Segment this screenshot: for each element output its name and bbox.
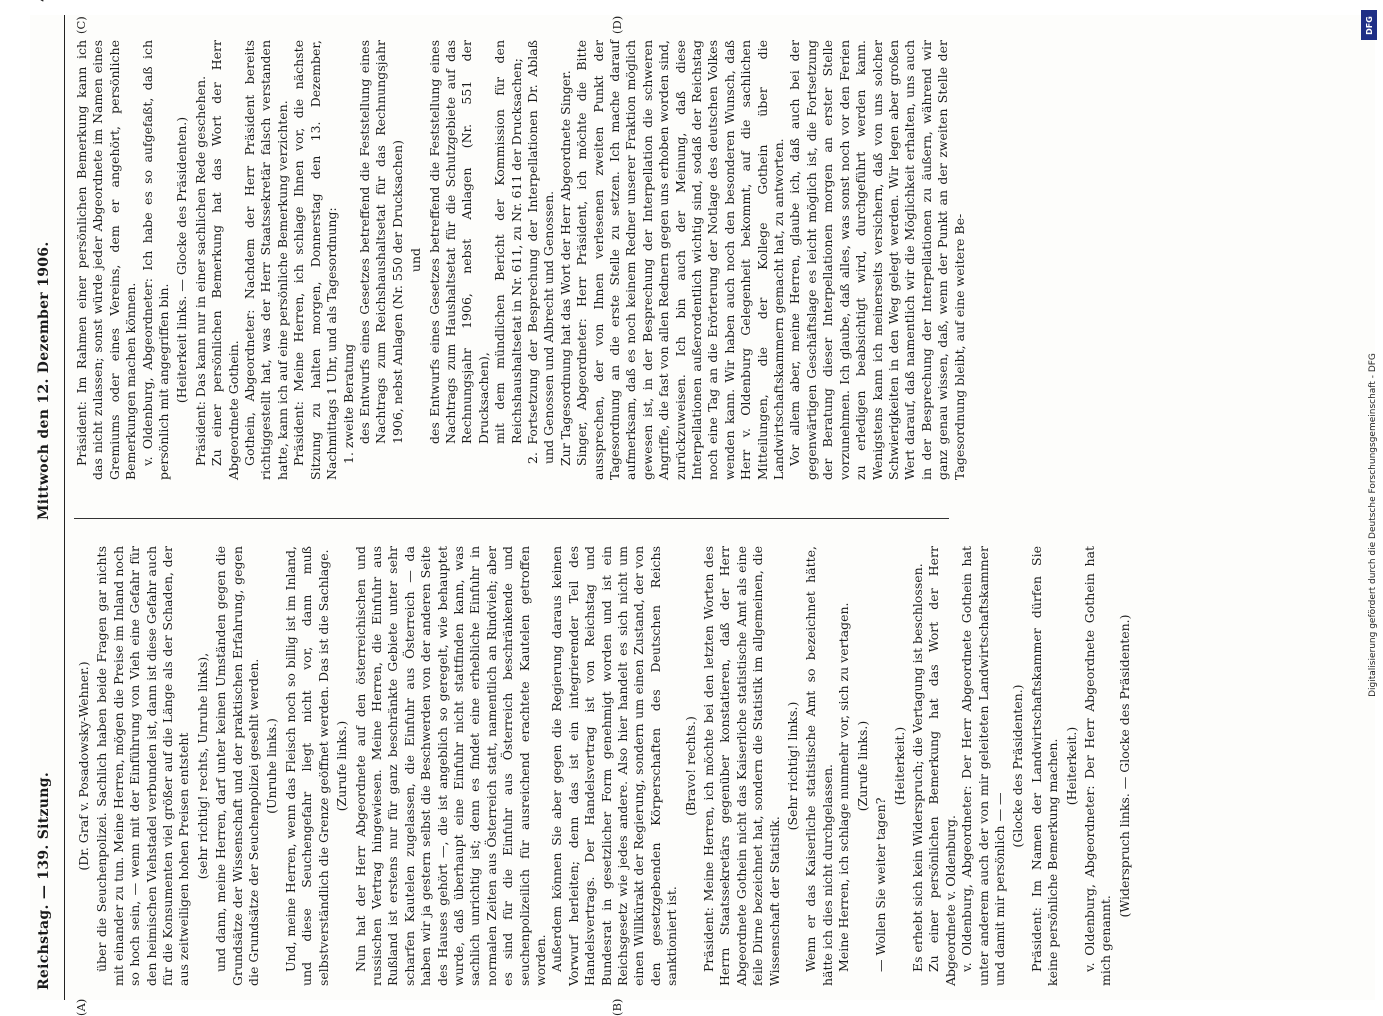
paragraph: Zu einer persönlichen Bemerkung hat das Wort der Herr Abgeordnete v. Oldenburg. — [926, 546, 958, 986]
column-divider — [74, 518, 949, 519]
digitization-sideband — [1358, 0, 1383, 1000]
interjection: (Glocke des Präsidenten.) — [1010, 684, 1026, 848]
interjection: (Sehr richtig! links.) — [785, 701, 801, 831]
margin-mark-a: (A) — [74, 998, 88, 1016]
scanned-page — [30, 15, 1375, 1016]
interjection: (Bravo! rechts.) — [682, 716, 698, 816]
speech-paragraph: v. Oldenburg, Abgeordneter: Ich habe es so aufgefaßt, daß ich persönlich mit angegriffen bin. — [139, 40, 172, 480]
paragraph: — Wollen Sie weiter tagen? — [873, 797, 889, 972]
header-left: Reichstag. — 139. Sitzung. — [36, 771, 52, 990]
paragraph: und dann, meine Herren, darf unter keinen Umständen gegen die Grundsätze der Wissenschaft und der praktischen Erfahrung, gegen die Grundsätze der Seuchenpolizei gesehlt werden. — [213, 546, 262, 986]
margin-mark-c: (C) — [74, 16, 88, 34]
left-column — [74, 546, 1135, 986]
paragraph: Es erhebt sich kein Widerspruch; die Vertagung ist beschlossen. — [909, 563, 925, 972]
page-header — [30, 15, 65, 1000]
paragraph: Zur Tagesordnung hat das Wort der Herr Abgeordnete Singer. — [557, 70, 573, 466]
agenda-sub-item: mit dem mündlichen Bericht der Kommission für den Reichshaushaltsetat in Nr. 611, zu Nr. 611 der Drucksachen; — [492, 40, 524, 444]
speech-paragraph: v. Oldenburg, Abgeordneter: Der Herr Abgeordnete Gothein hat mich genannt. — [1081, 546, 1114, 986]
interjection: (Zurufe links.) — [854, 720, 870, 812]
speech-paragraph: Präsident: Meine Herren, ich möchte bei den letzten Worten des Herrn Staatssekretärs gegenüber konstatieren, daß der Herr Abgeordnete Gothein nicht das Kaiserliche statistische Amt als eine feile Dirne bezeichnet hat, sondern die Statistik im allgemeinen, die Wissenschaft der Statistik. — [701, 546, 782, 986]
margin-mark-b: (B) — [610, 998, 624, 1016]
paragraph: Und, meine Herren, wenn das Fleisch noch so billig ist im Inland, und diese Seuchengefahr liegt nicht vor, dann muß selbstverständlich die Grenze geöffnet werden. Das ist die Sachlage. — [282, 546, 331, 986]
margin-mark-d: (D) — [610, 15, 624, 34]
speech-paragraph: Präsident: Im Namen der Landwirtschaftskammer dürfen Sie keine persönliche Bemerkung machen. — [1028, 546, 1061, 986]
interjection: (sehr richtig! rechts, Unruhe links), — [194, 652, 210, 880]
dfg-logo: DFG — [1361, 10, 1377, 40]
digitization-credit: Digitalisierung gefördert durch die Deutsche Forschungsgemeinschaft - DFG — [1368, 353, 1378, 697]
page-number — [34, 0, 50, 2]
speech-paragraph: Singer, Abgeordneter: Herr Präsident, ich möchte die Bitte aussprechen, der von Ihnen verlesenen zweiten Punkt der Tagesordnung an die erste Stelle zu setzen. Ich mache darauf aufmerksam, daß es noch keinem Redner unserer Fraktion möglich gewesen ist, in der Besprechung der Interpellation die schweren Angriffe, die fast von allen Rednern gegen uns erhoben worden sind, zurückzuweisen. Ich bin auch der Meinung, daß diese Interpellationen außerordentlich wichtig sind, sodaß der Reichstag noch eine Tag an die Erörterung der Notlage des deutschen Volkes wenden kann. Wir haben auch noch den besonderen Wunsch, daß Herr v. Oldenburg Gelegenheit bekommt, auf die sachlichen Mitteilungen, die der Kollege Gothein über die Landwirtschaftskammern gemacht hat, zu antworten. — [574, 40, 787, 480]
header-date: Mittwoch den 12. Dezember 1906. — [36, 241, 52, 520]
paragraph: über die Seuchenpolizei. Sachlich haben beide Fragen gar nichts mit einander zu tun. Meine Herren, mögen die Preise im Inland noch so hoch sein, — wenn mit der Einführung von Vieh eine Gefahr für den heimischen Viehstadel verbunden ist, dann ist diese Gefahr auch für die Konsumenten viel größer auf die Länge als der Schaden, der aus zeitweiligen hohen Preisen entsteht — [94, 546, 192, 986]
paragraph: Meine Herren, ich schlage nunmehr vor, sich zu vertagen. — [836, 602, 852, 972]
agenda-item-1: 1. zweite Beratung — [340, 343, 356, 464]
interjection: (Heiterkeit links. — Glocke des Präsidenten.) — [174, 116, 190, 404]
paragraph: Nun hat der Herr Abgeordnete auf den österreichischen und russischen Vertrag hingewiesen. Meine Herren, die Einfuhr aus Rußland ist erstens nur für ganz beschränkte Gebiete unter sehr scharfen Kautelen zugelassen, die Einfuhr aus Österreich — da haben wir ja gestern selbst die Beschwerden von der anderen Seite des Hauses gehört —, die ist angeblich so geregelt, wie behauptet wurde, daß überhaupt eine Einfuhr nicht stattfinden kann, was sachlich unrichtig ist; denn es findet eine erhebliche Einfuhr in normalen Zeiten aus Österreich statt, namentlich an Rindvieh; aber es sind für die Einfuhr aus Österreich beschränkende und seuchenpolizeilich für ausreichend erachtete Kautelen getroffen worden. — [352, 546, 548, 986]
speech-paragraph: Präsident: Meine Herren, ich schlage Ihnen vor, die nächste Sitzung zu halten morgen, Donnerstag den 13. Dezember, Nachmittags 1 Uhr, und als Tagesordnung: — [291, 40, 340, 480]
paragraph: Zu einer persönlichen Bemerkung hat das Wort der Herr Abgeordnete Gothein. — [209, 40, 241, 480]
paragraph: Vor allem aber, meine Herren, glaube ich, daß auch bei der gegenwärtigen Geschäftslage es leicht möglich ist, die Fortsetzung der Beratung dieser Interpellationen morgen an erster Stelle vorzunehmen. Ich glaube, daß alles, was sonst noch vor den Ferien zu erledigen beabsichtigt wird, durchgeführt werden kann. Wenigstens kann ich meinerseits versichern, daß von uns solcher Schwierigkeiten in den Weg gelegt werden. Wir legen aber großen Wert darauf, daß namentlich wir die Möglichkeit erhalten, uns auch in der Besprechung der Interpellationen zu äußern, während wir ganz genau wissen, daß, wenn der Punkt an der zweiten Stelle der Tagesordnung bleibt, auf eine weitere Be- — [787, 40, 967, 480]
agenda-sub-item: des Entwurfs eines Gesetzes betreffend die Feststellung eines Nachtrags zum Haushaltsetat für die Schutzgebiete auf das Rechnungsjahr 1906, nebst Anlagen (Nr. 551 der Drucksachen), — [426, 40, 491, 444]
speaker-running-head: (Dr. Graf v. Posadowsky-Wehner.) — [76, 661, 91, 871]
interjection: (Zurufe links.) — [334, 720, 350, 812]
interjection: (Heiterkeit.) — [1063, 726, 1079, 806]
speech-paragraph: Präsident: Im Rahmen einer persönlichen Bemerkung kann ich das nicht zulassen; sonst würde jeder Abgeordnete im Namen eines Gremiums oder eines Vereins, dem er angehört, persönliche Bemerkungen machen können. — [74, 40, 139, 480]
interjection: (Heiterkeit.) — [891, 726, 907, 806]
right-column — [74, 40, 968, 480]
interjection: (Unruhe links.) — [264, 718, 280, 814]
speech-paragraph: Gothein, Abgeordneter: Nachdem der Herr Präsident bereits richtiggestellt hat, was der Herr Staatssekretär falsch verstanden hatte, kann ich auf eine persönliche Bemerkung verzichten. — [242, 40, 290, 480]
paragraph: Außerdem können Sie aber gegen die Regierung daraus keinen Vorwurf herleiten; denn das ist ein integrierender Teil des Handelsvertrags. Der Handelsvertrag ist von Reichstag und Bundesrat in gesetzlicher Form genehmigt worden und ist ein Reichsgesetz wie jedes andere. Also hier handelt es sich nicht um einen Willkürakt der Regierung, sondern um einen Zustand, der von den gesetzgebenden Körperschaften des Deutschen Reichs sanktioniert ist. — [549, 546, 680, 986]
interjection: (Widerspruch links. — Glocke des Präsidenten.) — [1116, 614, 1132, 918]
speech-paragraph: v. Oldenburg, Abgeordneter: Der Herr Abgeordnete Gothein hat unter anderem auch der von mir geleiteten Landwirtschaftskammer und damit mir persönlich — — — [959, 546, 1007, 986]
agenda-conjunction: und — [408, 247, 424, 273]
agenda-sub-item: des Entwurfs eines Gesetzes betreffend die Feststellung eines Nachtrags zum Reichshaushaltsetat für das Rechnungsjahr 1906, nebst Anlagen (Nr. 550 der Drucksachen) — [356, 40, 405, 444]
paragraph: Wenn er das Kaiserliche statistische Amt so bezeichnet hätte, hätte ich dies nicht durchgelassen. — [803, 546, 835, 986]
speech-paragraph: Präsident: Das kann nur in einer sachlichen Rede geschehen. — [192, 75, 208, 466]
agenda-item-2: 2. Fortsetzung der Besprechung der Interpellationen Dr. Ablaß und Genossen und Albrecht und Genossen. — [524, 40, 557, 464]
